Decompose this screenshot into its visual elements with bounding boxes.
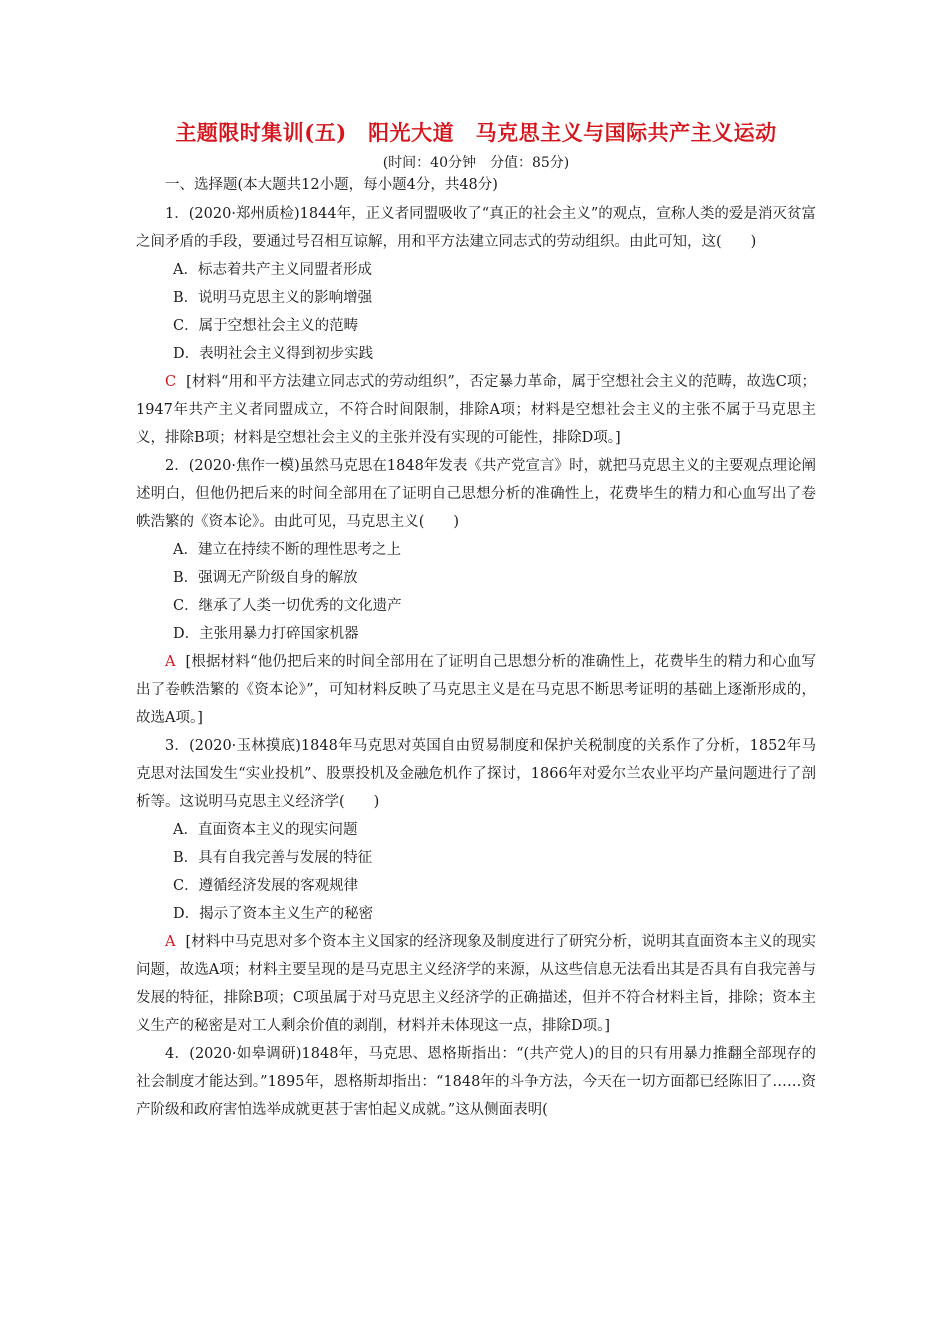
explanation-text: [根据材料“他仍把后来的时间全部用在了证明自己思想分析的准确性上，花费毕生的精力和心血写出了卷帙浩繁的《资本论》”，可知材料反映了马克思主义是在马克思不断思考证明的基础上逐渐形成的，故选A项。]	[136, 654, 816, 726]
option-d: D．表明社会主义得到初步实践	[173, 346, 374, 362]
question-stem: 2．(2020·焦作一模)虽然马克思在1848年发表《共产党宣言》时，就把马克思主义的主要观点理论阐述明白，但他仍把后来的时间全部用在了证明自己思想分析的准确性上，花费毕生的精力和心血写出了卷帙浩繁的《资本论》。由此可见，马克思主义( )	[136, 458, 816, 530]
option-a: A．建立在持续不断的理性思考之上	[173, 542, 401, 558]
answer-letter: A	[165, 934, 176, 950]
question-1	[136, 200, 816, 452]
option-b: B．具有自我完善与发展的特征	[173, 850, 373, 866]
answer-explanation	[136, 648, 816, 732]
explanation-text: [材料中马克思对多个资本主义国家的经济现象及制度进行了研究分析，说明其直面资本主义的现实问题，故选A项；材料主要呈现的是马克思主义经济学的来源，从这些信息无法看出其是否具有自我完善与发展的特征，排除B项；C项虽属于对马克思主义经济学的正确描述，但并不符合材料主旨，排除；资本主义生产的秘密是对工人剩余价值的剥削，材料并未体现这一点，排除D项。]	[136, 934, 816, 1034]
document-title: 主题限时集训(五) 阳光大道 马克思主义与国际共产主义运动	[175, 120, 777, 145]
question-3	[136, 732, 816, 1040]
question-4	[136, 1040, 816, 1124]
answer-explanation	[136, 368, 816, 452]
option-a: A．直面资本主义的现实问题	[173, 822, 358, 838]
answer-explanation	[136, 928, 816, 1040]
question-stem: 3．(2020·玉林摸底)1848年马克思对英国自由贸易制度和保护关税制度的关系作了分析，1852年马克思对法国发生“实业投机”、股票投机及金融危机作了探讨，1866年对爱尔兰农业平均产量问题进行了剖析等。这说明马克思主义经济学( )	[136, 738, 816, 810]
option-d: D．揭示了资本主义生产的秘密	[173, 906, 374, 922]
section-heading: 一、选择题(本大题共12小题，每小题4分，共48分)	[165, 177, 498, 193]
option-c: C．属于空想社会主义的范畴	[173, 318, 359, 334]
option-c: C．继承了人类一切优秀的文化遗产	[173, 598, 402, 614]
option-b: B．强调无产阶级自身的解放	[173, 570, 358, 586]
question-stem: 4．(2020·如皋调研)1848年，马克思、恩格斯指出：“(共产党人)的目的只有用暴力推翻全部现存的社会制度才能达到。”1895年，恩格斯却指出：“1848年的斗争方法，今天在一切方面都已经陈旧了……资产阶级和政府害怕选举成就更甚于害怕起义成就。”这从侧面表明(	[136, 1046, 816, 1118]
answer-letter: A	[165, 654, 176, 670]
option-a: A．标志着共产主义同盟者形成	[173, 262, 372, 278]
question-stem: 1．(2020·郑州质检)1844年，正义者同盟吸收了“真正的社会主义”的观点，宣称人类的爱是消灭贫富之间矛盾的手段，要通过号召相互谅解，用和平方法建立同志式的劳动组织。由此可知，这( )	[136, 206, 816, 250]
question-2	[136, 452, 816, 732]
option-c: C．遵循经济发展的客观规律	[173, 878, 359, 894]
option-d: D．主张用暴力打碎国家机器	[173, 626, 359, 642]
document-page	[136, 118, 816, 1124]
answer-letter: C	[165, 374, 177, 390]
explanation-text: [材料“用和平方法建立同志式的劳动组织”，否定暴力革命，属于空想社会主义的范畴，故选C项；1947年共产主义者同盟成立，不符合时间限制，排除A项；材料是空想社会主义的主张不属于马克思主义，排除B项；材料是空想社会主义的主张并没有实现的可能性，排除D项。]	[136, 374, 816, 446]
option-b: B．说明马克思主义的影响增强	[173, 290, 373, 306]
time-score-info: (时间：40分钟 分值：85分)	[382, 155, 570, 171]
